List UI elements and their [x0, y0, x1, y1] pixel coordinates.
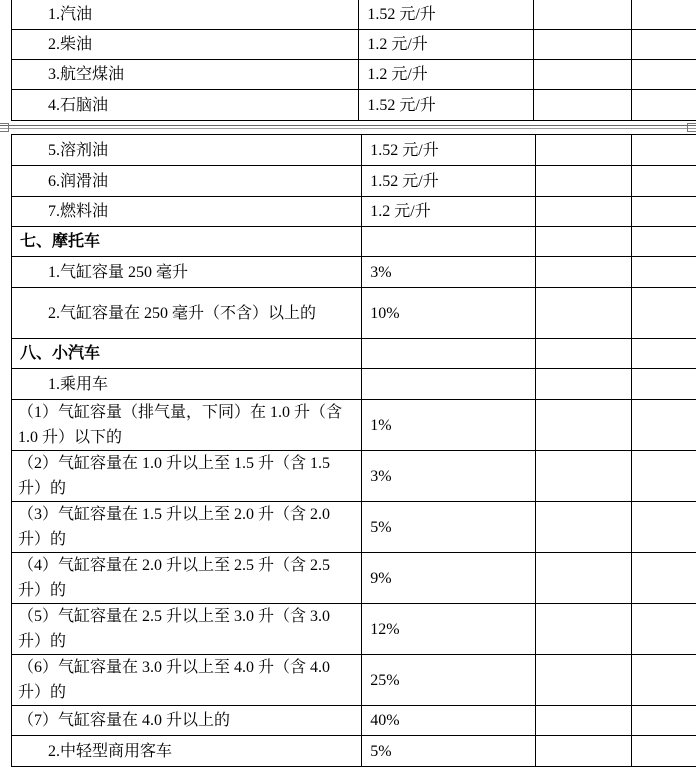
empty-cell [536, 227, 632, 257]
empty-cell [632, 400, 696, 451]
rate-cell: 10% [362, 288, 536, 339]
item-cell: 7.燃料油 [12, 197, 362, 227]
empty-cell [631, 30, 696, 60]
rate-cell: 12% [362, 604, 536, 655]
empty-cell [632, 604, 696, 655]
table-row [12, 502, 696, 553]
item-cell: 2.中轻型商用客车 [12, 736, 362, 767]
section-heading: 七、摩托车 [12, 227, 362, 257]
empty-cell [536, 400, 632, 451]
rate-cell: 1.52 元/升 [359, 90, 534, 121]
rate-cell: 9% [362, 553, 536, 604]
section-row [12, 339, 696, 369]
item-cell: （2）气缸容量在 1.0 升以上至 1.5 升（含 1.5 升）的 [12, 451, 362, 502]
item-cell: 1.汽油 [12, 0, 359, 30]
page-edge-marker [0, 123, 9, 132]
rate-cell: 1.2 元/升 [362, 197, 536, 227]
empty-cell [632, 288, 696, 339]
table-row [12, 288, 696, 339]
empty-cell [631, 90, 696, 121]
rate-cell: 1.52 元/升 [362, 166, 536, 197]
empty-cell [536, 257, 632, 288]
table-row [12, 553, 696, 604]
item-cell: （1）气缸容量（排气量，下同）在 1.0 升（含 1.0 升）以下的 [12, 400, 362, 451]
empty-cell [632, 339, 696, 369]
page-edge-marker [687, 123, 696, 132]
table-row [12, 166, 696, 197]
empty-cell [536, 135, 632, 166]
empty-cell [536, 706, 632, 736]
table-row [12, 257, 696, 288]
empty-cell [534, 0, 631, 30]
page-break-line [0, 125, 696, 126]
table-row [12, 655, 696, 706]
empty-cell [536, 655, 632, 706]
empty-cell [536, 736, 632, 767]
rate-cell: 25% [362, 655, 536, 706]
empty-cell [631, 60, 696, 90]
table-row [12, 30, 696, 60]
page-break-divider [0, 120, 696, 134]
empty-cell [534, 90, 631, 121]
empty-cell [362, 227, 536, 257]
table-row [12, 60, 696, 90]
item-cell: （5）气缸容量在 2.5 升以上至 3.0 升（含 3.0 升）的 [12, 604, 362, 655]
item-cell: （4）气缸容量在 2.0 升以上至 2.5 升（含 2.5 升）的 [12, 553, 362, 604]
rate-cell: 1.52 元/升 [362, 135, 536, 166]
table-row [12, 90, 696, 121]
sub-heading: 1.乘用车 [12, 369, 362, 400]
empty-cell [536, 369, 632, 400]
rate-cell: 1.2 元/升 [359, 60, 534, 90]
table-row [12, 0, 696, 30]
empty-cell [536, 288, 632, 339]
empty-cell [362, 369, 536, 400]
item-cell: 5.溶剂油 [12, 135, 362, 166]
empty-cell [632, 451, 696, 502]
rate-cell: 40% [362, 706, 536, 736]
empty-cell [632, 257, 696, 288]
item-cell: （7）气缸容量在 4.0 升以上的 [12, 706, 362, 736]
empty-cell [534, 60, 631, 90]
empty-cell [536, 166, 632, 197]
empty-cell [632, 655, 696, 706]
empty-cell [631, 0, 696, 30]
table-row [12, 604, 696, 655]
empty-cell [536, 197, 632, 227]
empty-cell [536, 553, 632, 604]
item-cell: 4.石脑油 [12, 90, 359, 121]
empty-cell [536, 451, 632, 502]
section-row [12, 227, 696, 257]
empty-cell [632, 166, 696, 197]
table-row [12, 369, 696, 400]
item-cell: （3）气缸容量在 1.5 升以上至 2.0 升（含 2.0 升）的 [12, 502, 362, 553]
section-heading: 八、小汽车 [12, 339, 362, 369]
empty-cell [632, 736, 696, 767]
table-row [12, 135, 696, 166]
rate-cell: 5% [362, 736, 536, 767]
empty-cell [536, 339, 632, 369]
empty-cell [632, 706, 696, 736]
empty-cell [362, 339, 536, 369]
table-row [12, 706, 696, 736]
rate-cell: 1.52 元/升 [359, 0, 534, 30]
tax-table-top [11, 0, 696, 121]
table-row [12, 736, 696, 767]
table-row [12, 451, 696, 502]
item-cell: 2.柴油 [12, 30, 359, 60]
item-cell: 3.航空煤油 [12, 60, 359, 90]
empty-cell [632, 553, 696, 604]
empty-cell [632, 502, 696, 553]
tax-table-bottom [11, 134, 696, 767]
table-row [12, 197, 696, 227]
rate-cell: 3% [362, 451, 536, 502]
empty-cell [534, 30, 631, 60]
item-cell: 2.气缸容量在 250 毫升（不含）以上的 [12, 288, 362, 339]
empty-cell [536, 604, 632, 655]
rate-cell: 5% [362, 502, 536, 553]
rate-cell: 3% [362, 257, 536, 288]
item-cell: 1.气缸容量 250 毫升 [12, 257, 362, 288]
item-cell: 6.润滑油 [12, 166, 362, 197]
empty-cell [632, 135, 696, 166]
page-break-line [0, 128, 696, 129]
item-cell: （6）气缸容量在 3.0 升以上至 4.0 升（含 4.0 升）的 [12, 655, 362, 706]
empty-cell [632, 197, 696, 227]
table-row [12, 400, 696, 451]
rate-cell: 1.2 元/升 [359, 30, 534, 60]
empty-cell [632, 227, 696, 257]
rate-cell: 1% [362, 400, 536, 451]
empty-cell [536, 502, 632, 553]
empty-cell [632, 369, 696, 400]
